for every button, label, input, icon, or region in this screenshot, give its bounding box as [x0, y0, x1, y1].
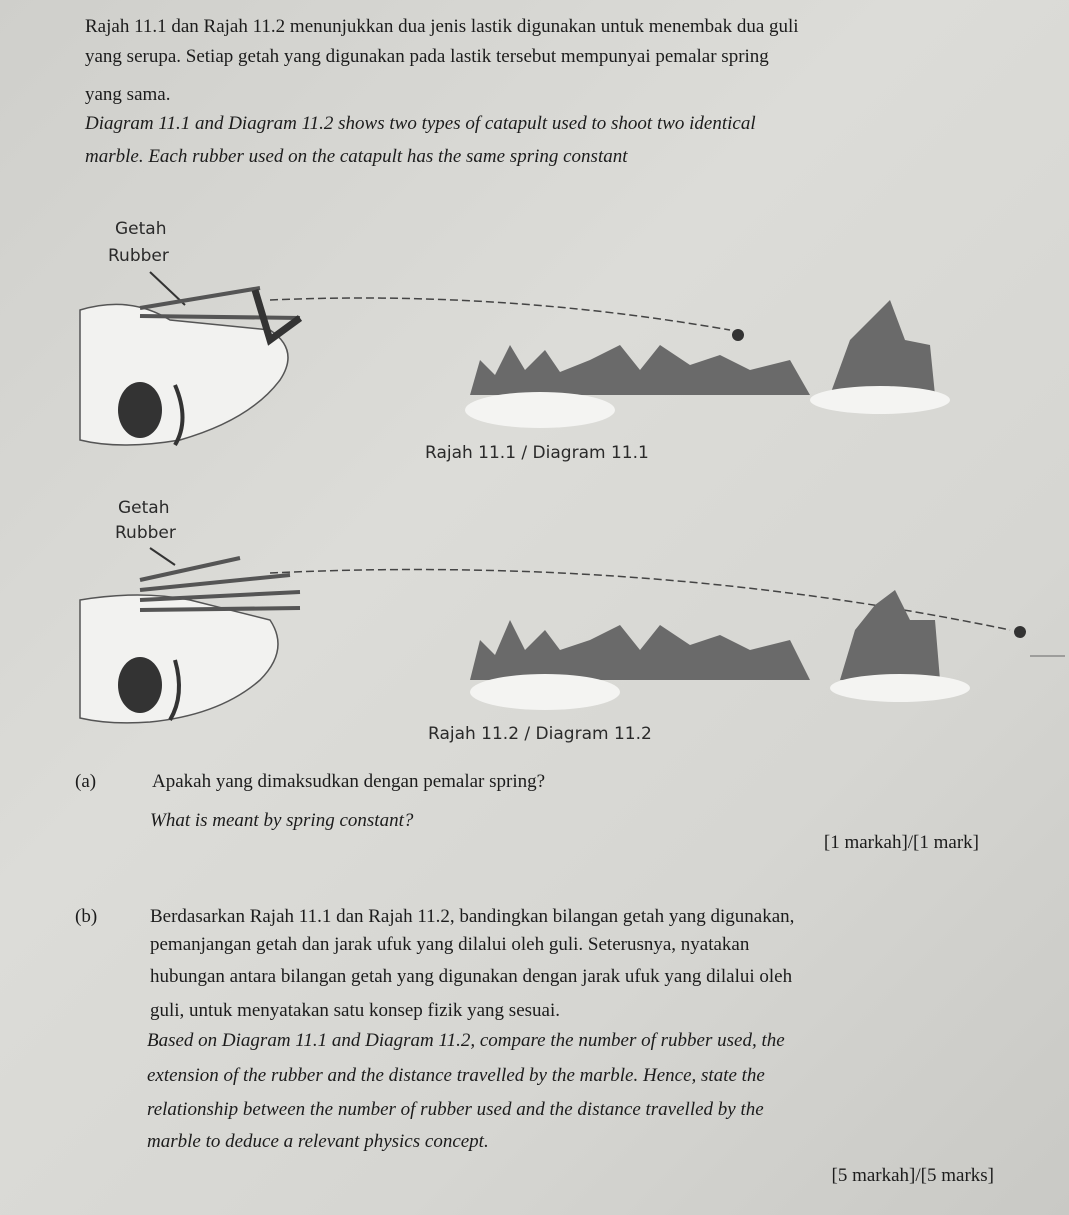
rubber-label-english: Rubber	[108, 246, 169, 266]
question-english-line: extension of the rubber and the distance travelled by the marble. Hence, state the	[147, 1065, 765, 1086]
question-malay-line: hubungan antara bilangan getah yang digunakan dengan jarak ufuk yang dilalui oleh	[150, 966, 793, 987]
intro-malay-line: yang serupa. Setiap getah yang digunakan pada lastik tersebut mempunyai pemalar spring	[85, 46, 769, 67]
diagram-caption: Rajah 11.2 / Diagram 11.2	[428, 724, 652, 744]
rubber-label-malay: Getah	[115, 219, 167, 239]
intro-english-line: marble. Each rubber used on the catapult has the same spring constant	[85, 146, 628, 167]
marks-text: [5 markah]/[5 marks]	[831, 1165, 994, 1186]
question-number: (a)	[75, 771, 97, 792]
question-number: (b)	[75, 906, 98, 927]
question-english-line: relationship between the number of rubber used and the distance travelled by the	[147, 1099, 764, 1120]
question-english-line: marble to deduce a relevant physics concept.	[147, 1131, 489, 1152]
question-malay-line: pemanjangan getah dan jarak ufuk yang dilalui oleh guli. Seterusnya, nyatakan	[150, 934, 750, 955]
question-malay-line: Berdasarkan Rajah 11.1 dan Rajah 11.2, bandingkan bilangan getah yang digunakan,	[150, 906, 795, 927]
rubber-label-malay: Getah	[118, 498, 170, 518]
marks-text: [1 markah]/[1 mark]	[823, 832, 979, 853]
question-malay-line: guli, untuk menyatakan satu konsep fizik yang sesuai.	[150, 1000, 560, 1021]
rubber-label-english: Rubber	[115, 523, 176, 543]
marks-allocation	[832, 1165, 995, 1187]
question-english-line: Based on Diagram 11.1 and Diagram 11.2, compare the number of rubber used, the	[147, 1030, 785, 1051]
question-english: What is meant by spring constant?	[150, 810, 414, 831]
question-malay: Apakah yang dimaksudkan dengan pemalar spring?	[152, 771, 546, 792]
intro-english-line: Diagram 11.1 and Diagram 11.2 shows two types of catapult used to shoot two identical	[85, 113, 756, 134]
intro-malay-line: yang sama.	[85, 84, 171, 105]
diagram-caption: Rajah 11.1 / Diagram 11.1	[425, 443, 649, 463]
marks-allocation	[824, 832, 979, 854]
intro-malay-line: Rajah 11.1 dan Rajah 11.2 menunjukkan dua jenis lastik digunakan untuk menembak dua guli	[85, 16, 799, 37]
